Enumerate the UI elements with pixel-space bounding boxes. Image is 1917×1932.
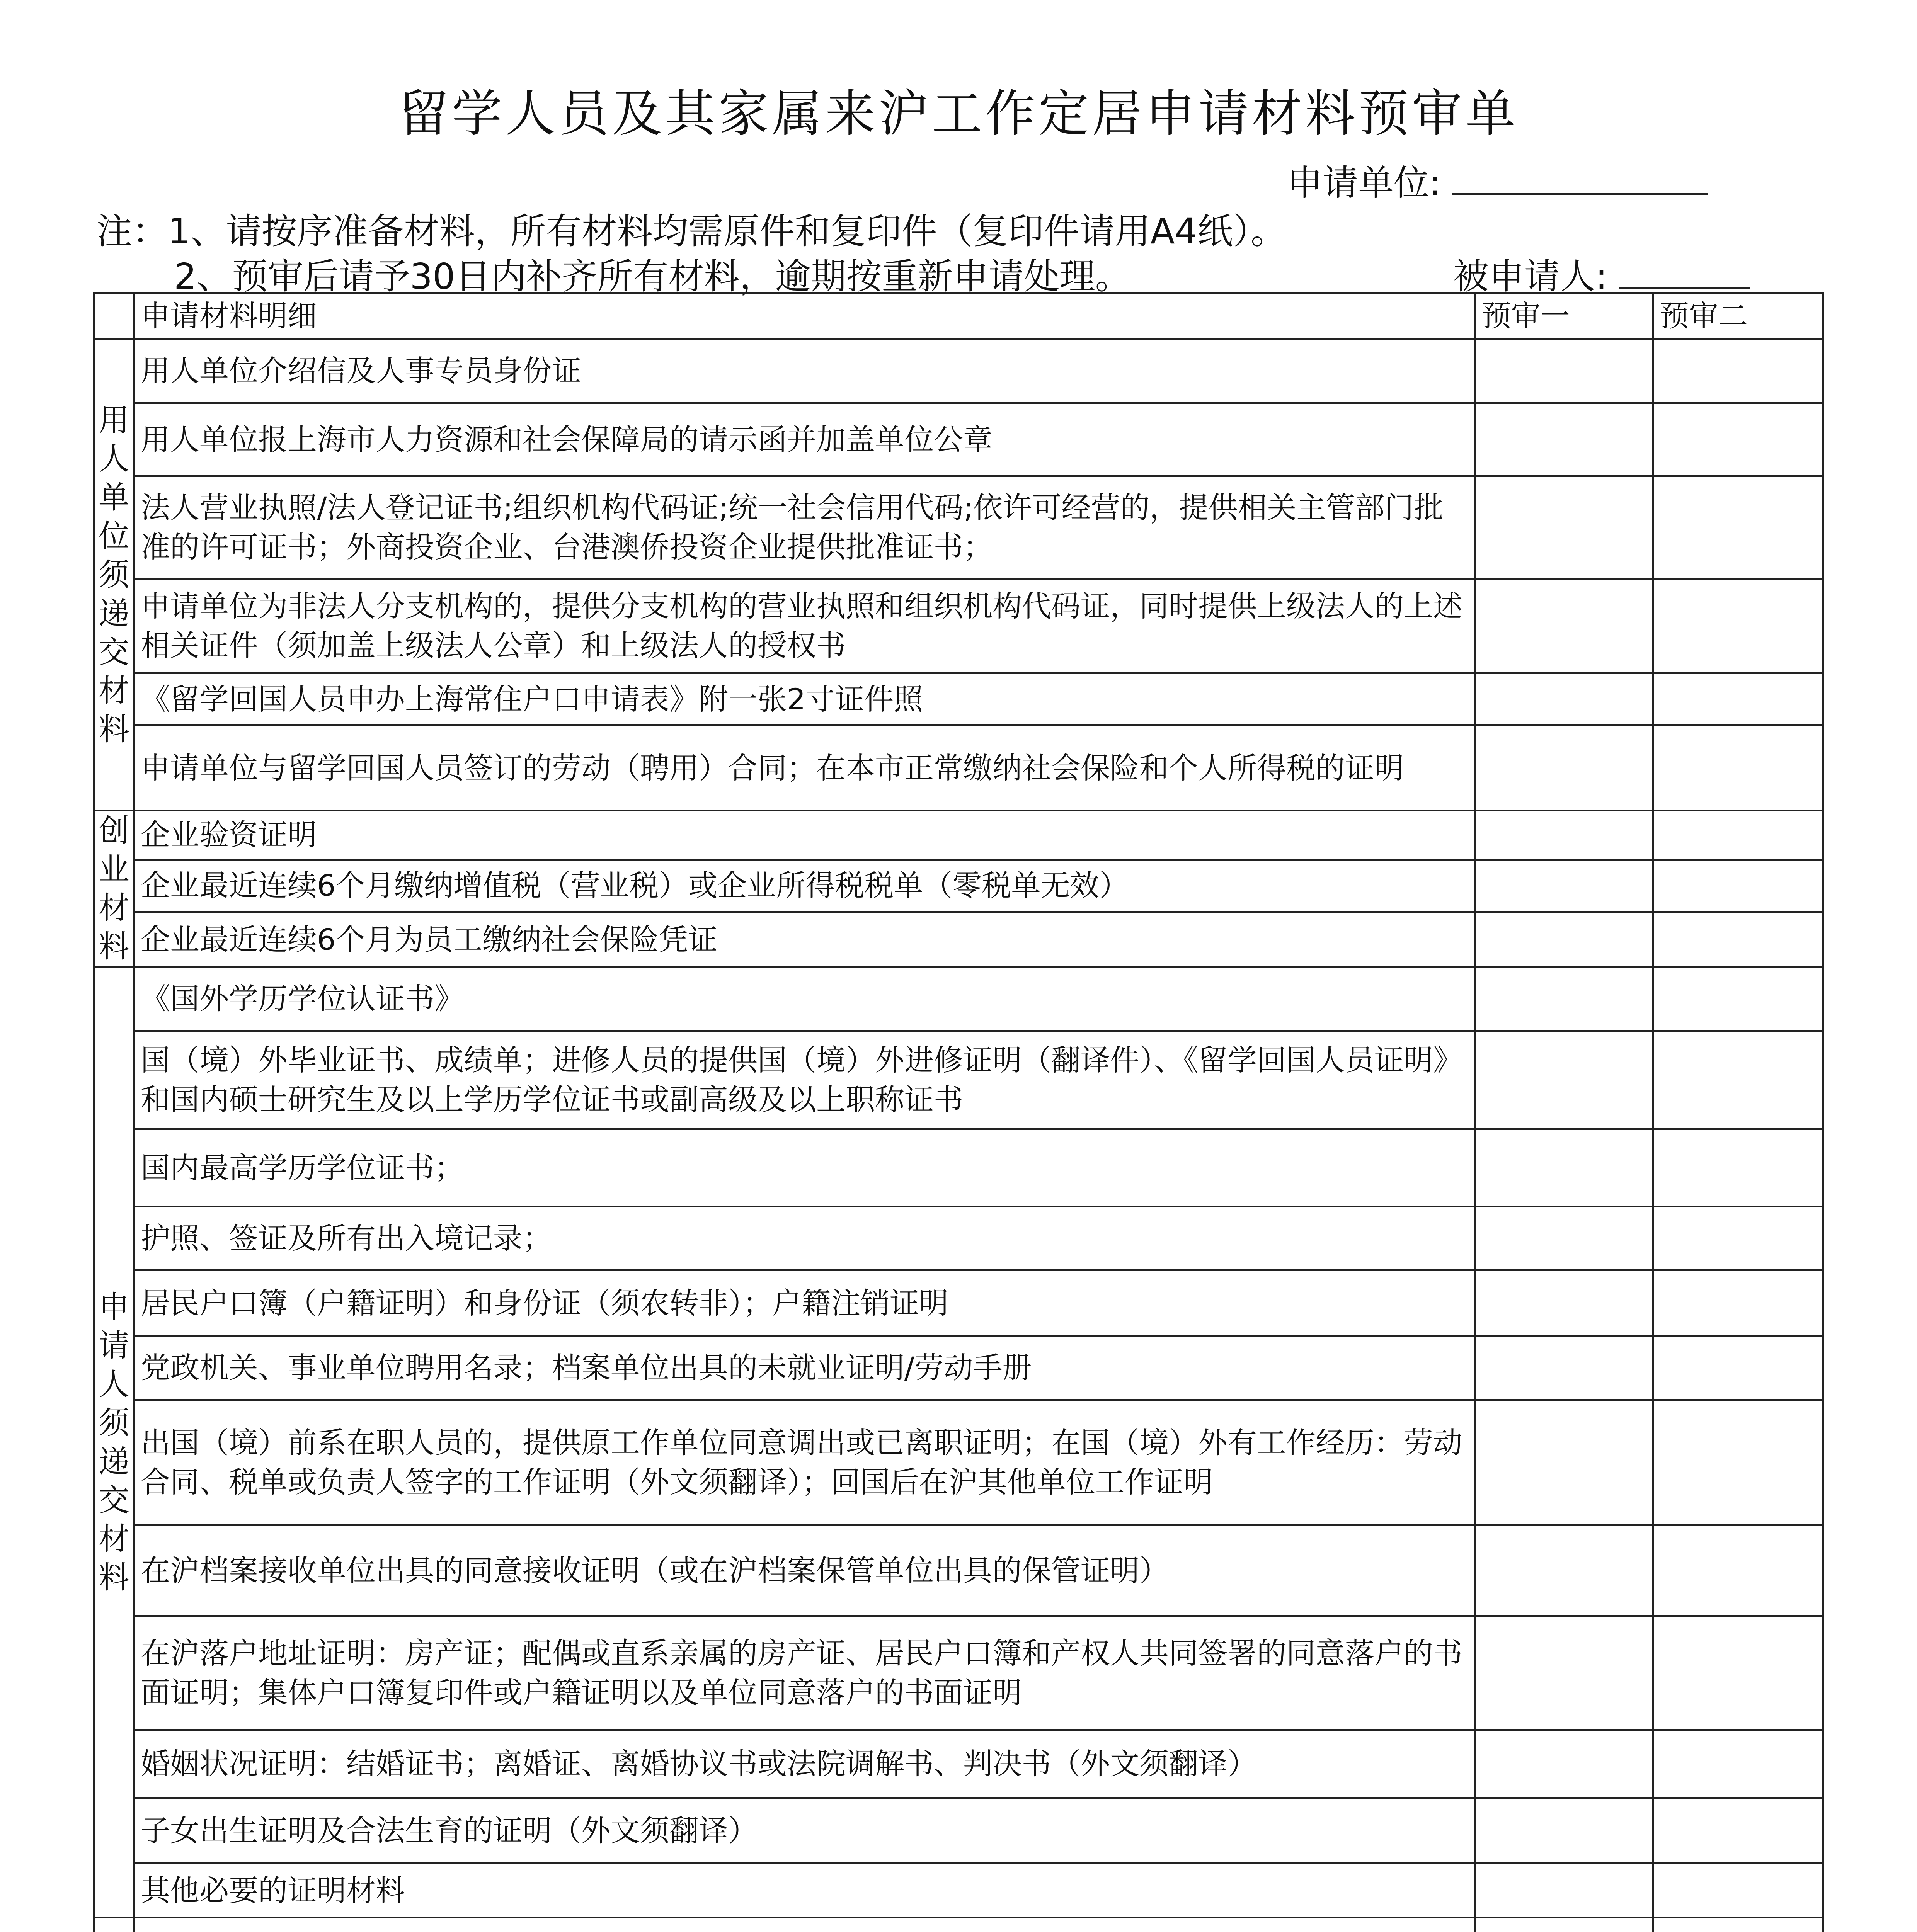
- table-row: [94, 579, 1823, 673]
- section-label: [94, 811, 134, 967]
- table-row: [94, 1730, 1823, 1798]
- review-1-cell[interactable]: [1476, 967, 1653, 1031]
- review-2-cell[interactable]: [1653, 811, 1823, 860]
- material-item: 企业最近连续6个月为员工缴纳社会保险凭证: [134, 912, 1476, 967]
- table-row: [94, 1207, 1823, 1270]
- review-2-cell[interactable]: [1653, 1129, 1823, 1207]
- review-2-cell[interactable]: [1653, 1616, 1823, 1730]
- section-label: [94, 967, 134, 1918]
- material-item: 国内最高学历学位证书；: [134, 1129, 1476, 1207]
- materials-table: [93, 292, 1824, 1932]
- review-1-cell[interactable]: [1476, 859, 1653, 912]
- review-2-cell[interactable]: [1653, 859, 1823, 912]
- review-2-cell[interactable]: [1653, 1031, 1823, 1129]
- review-2-cell[interactable]: [1653, 1798, 1823, 1864]
- review-1-cell[interactable]: [1476, 1336, 1653, 1400]
- review-2-cell[interactable]: [1653, 1270, 1823, 1336]
- table-row: [94, 1864, 1823, 1918]
- review-1-cell[interactable]: [1476, 1616, 1653, 1730]
- section-label: [94, 1918, 134, 1932]
- table-row: [94, 1129, 1823, 1207]
- material-item: 《国外学历学位认证书》: [134, 967, 1476, 1031]
- section-label-text: 创业材料: [99, 813, 129, 964]
- review-2-cell[interactable]: [1653, 1526, 1823, 1616]
- review-1-cell[interactable]: [1476, 579, 1653, 673]
- material-item: 在沪档案接收单位出具的同意接收证明（或在沪档案保管单位出具的保管证明）: [134, 1526, 1476, 1616]
- header-review-1: 预审一: [1476, 293, 1653, 339]
- table-row: [94, 339, 1823, 403]
- material-item: 婚姻状况证明：结婚证书；离婚证、离婚协议书或法院调解书、判决书（外文须翻译）: [134, 1730, 1476, 1798]
- review-1-cell[interactable]: [1476, 1798, 1653, 1864]
- header-detail: 申请材料明细: [134, 293, 1476, 339]
- review-1-cell[interactable]: [1476, 1400, 1653, 1526]
- applicant-field[interactable]: [1619, 257, 1750, 289]
- applicant-unit-row: [1287, 155, 1708, 206]
- table-row: [94, 1526, 1823, 1616]
- material-item: 居民户口簿（户籍证明）和身份证（须农转非）；户籍注销证明: [134, 1270, 1476, 1336]
- review-1-cell[interactable]: [1476, 1526, 1653, 1616]
- table-row: [94, 673, 1823, 726]
- material-item: 在沪落户地址证明：房产证；配偶或直系亲属的房产证、居民户口簿和产权人共同签署的同意落户的书面证明；集体户口簿复印件或户籍证明以及单位同意落户的书面证明: [134, 1616, 1476, 1730]
- note-2: 2、预审后请予30日内补齐所有材料，逾期按重新申请处理。: [174, 256, 1131, 297]
- material-item: 党政机关、事业单位聘用名录；档案单位出具的未就业证明/劳动手册: [134, 1336, 1476, 1400]
- review-2-cell[interactable]: [1653, 673, 1823, 726]
- applicant-label: 被申请人:: [1453, 256, 1607, 297]
- table-row: [94, 1270, 1823, 1336]
- review-2-cell[interactable]: [1653, 1864, 1823, 1918]
- review-2-cell[interactable]: [1653, 1918, 1823, 1932]
- table-row: [94, 1031, 1823, 1129]
- review-1-cell[interactable]: [1476, 339, 1653, 403]
- material-item: 申请单位为非法人分支机构的，提供分支机构的营业执照和组织机构代码证，同时提供上级法人的上述相关证件（须加盖上级法人公章）和上级法人的授权书: [134, 579, 1476, 673]
- review-1-cell[interactable]: [1476, 476, 1653, 579]
- header-corner: [94, 293, 134, 339]
- material-item: 子女出生证明及合法生育的证明（外文须翻译）: [134, 1798, 1476, 1864]
- review-2-cell[interactable]: [1653, 339, 1823, 403]
- section-label-text: 用人单位须递交材料: [99, 402, 129, 747]
- review-1-cell[interactable]: [1476, 1864, 1653, 1918]
- material-item: 《留学回国人员申办上海常住户口申请表》附一张2寸证件照: [134, 673, 1476, 726]
- review-2-cell[interactable]: [1653, 476, 1823, 579]
- section-label-text: 申请人须递交材料: [99, 1289, 129, 1595]
- review-1-cell[interactable]: [1476, 1031, 1653, 1129]
- review-1-cell[interactable]: [1476, 726, 1653, 811]
- review-2-cell[interactable]: [1653, 912, 1823, 967]
- review-1-cell[interactable]: [1476, 1730, 1653, 1798]
- material-item: 申请单位与留学回国人员签订的劳动（聘用）合同；在本市正常缴纳社会保险和个人所得税的证明: [134, 726, 1476, 811]
- material-item: 其他必要的证明材料: [134, 1864, 1476, 1918]
- table-row: [94, 1798, 1823, 1864]
- review-2-cell[interactable]: [1653, 403, 1823, 476]
- review-1-cell[interactable]: [1476, 673, 1653, 726]
- table-row: [94, 1400, 1823, 1526]
- material-item: 用人单位介绍信及人事专员身份证: [134, 339, 1476, 403]
- material-item: 出国（境）前系在职人员的，提供原工作单位同意调出或已离职证明；在国（境）外有工作经历：劳动合同、税单或负责人签字的工作证明（外文须翻译）；回国后在沪其他单位工作证明: [134, 1400, 1476, 1526]
- material-item: 企业验资证明: [134, 811, 1476, 860]
- review-1-cell[interactable]: [1476, 811, 1653, 860]
- material-item: 企业最近连续6个月缴纳增值税（营业税）或企业所得税税单（零税单无效）: [134, 859, 1476, 912]
- review-1-cell[interactable]: [1476, 1918, 1653, 1932]
- section-label: [94, 339, 134, 811]
- table-header-row: [94, 293, 1823, 339]
- review-1-cell[interactable]: [1476, 403, 1653, 476]
- material-item: [134, 1918, 1476, 1932]
- table-row: [94, 811, 1823, 860]
- form-title: 留学人员及其家属来沪工作定居申请材料预审单: [398, 84, 1519, 143]
- table-row: [94, 726, 1823, 811]
- material-item: 用人单位报上海市人力资源和社会保障局的请示函并加盖单位公章: [134, 403, 1476, 476]
- review-1-cell[interactable]: [1476, 912, 1653, 967]
- material-item: 法人营业执照/法人登记证书;组织机构代码证;统一社会信用代码;依许可经营的，提供相关主管部门批准的许可证书；外商投资企业、台港澳侨投资企业提供批准证书；: [134, 476, 1476, 579]
- header-review-2: 预审二: [1653, 293, 1823, 339]
- table-row: [94, 403, 1823, 476]
- applicant-unit-label: 申请单位:: [1287, 162, 1441, 204]
- table-row: [94, 967, 1823, 1031]
- table-row: [94, 1918, 1823, 1932]
- table-row: [94, 1336, 1823, 1400]
- table-row: [94, 476, 1823, 579]
- review-1-cell[interactable]: [1476, 1207, 1653, 1270]
- review-2-cell[interactable]: [1653, 1730, 1823, 1798]
- applicant-unit-field[interactable]: [1452, 163, 1708, 195]
- note-1: 注：1、请按序准备材料，所有材料均需原件和复印件（复印件请用A4纸）。: [97, 211, 1287, 252]
- review-1-cell[interactable]: [1476, 1129, 1653, 1207]
- review-1-cell[interactable]: [1476, 1270, 1653, 1336]
- table-row: [94, 1616, 1823, 1730]
- review-2-cell[interactable]: [1653, 1336, 1823, 1400]
- review-2-cell[interactable]: [1653, 579, 1823, 673]
- table-row: [94, 859, 1823, 912]
- material-item: 国（境）外毕业证书、成绩单；进修人员的提供国（境）外进修证明（翻译件）、《留学回国人员证明》和国内硕士研究生及以上学历学位证书或副高级及以上职称证书: [134, 1031, 1476, 1129]
- review-2-cell[interactable]: [1653, 1207, 1823, 1270]
- review-2-cell[interactable]: [1653, 1400, 1823, 1526]
- review-2-cell[interactable]: [1653, 726, 1823, 811]
- material-item: 护照、签证及所有出入境记录；: [134, 1207, 1476, 1270]
- table-row: [94, 912, 1823, 967]
- review-2-cell[interactable]: [1653, 967, 1823, 1031]
